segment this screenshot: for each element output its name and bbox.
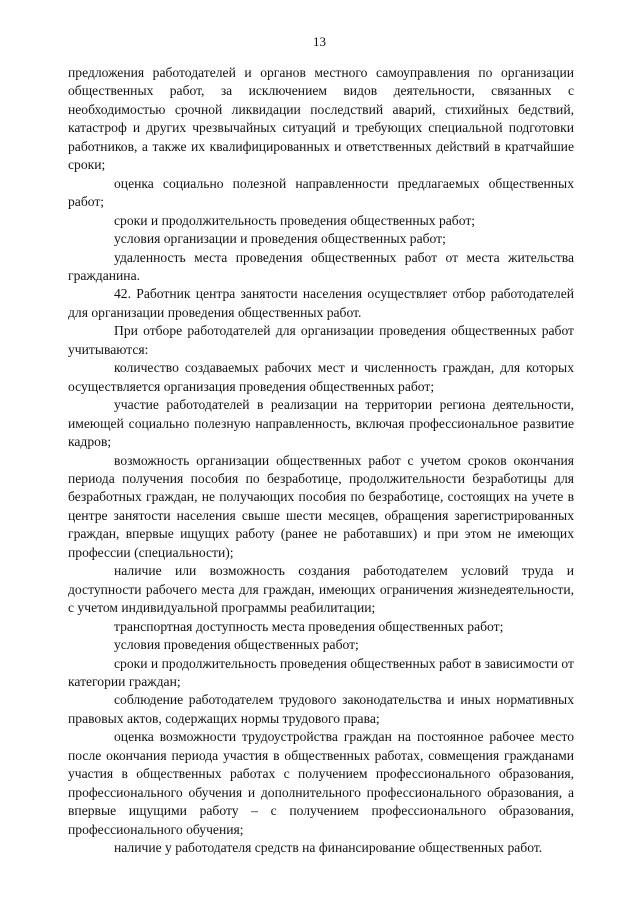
paragraph: предложения работодателей и органов местного самоуправления по организации общественных работ, за исключением видов деятельности, связанных с необходимостью срочной ликвидации последствий аварий, стихийных бедствий, катастроф и других чрезвычайных ситуаций и требующих специальной подготовки работников, а также их квалифицированных и ответственных действий в кратчайшие сроки; — [68, 65, 574, 173]
paragraph: сроки и продолжительность проведения общественных работ в зависимости от категории граждан; — [68, 655, 574, 689]
paragraph: участие работодателей в реализации на территории региона деятельности, имеющей социально полезную направленность, включая профессиональное развитие кадров; — [68, 397, 574, 450]
paragraph: условия организации и проведения общественных работ; — [114, 231, 446, 247]
paragraph: наличие или возможность создания работодателем условий труда и доступности рабочего места для граждан, имеющих ограничения жизнедеятельности, с учетом индивидуальной программы реабилитации; — [68, 563, 574, 616]
paragraph: возможность организации общественных работ с учетом сроков окончания периода получения пособия по безработице, продолжительности безработицы для безработных граждан, не получающих пособия по безработице, состоящих на учете в центре занятости населения свыше шести месяцев, обращения зарегистрированных граждан, впервые ищущих работу (ранее не работавших) и при этом не имеющих профессии (специальности); — [68, 452, 574, 560]
paragraph: удаленность места проведения общественных работ от места жительства гражданина. — [68, 249, 574, 283]
paragraph: 42. Работник центра занятости населения осуществляет отбор работодателей для организации проведения общественных работ. — [68, 286, 574, 320]
paragraph: соблюдение работодателем трудового законодательства и иных нормативных правовых актов, содержащих нормы трудового права; — [68, 692, 574, 726]
document-body — [68, 64, 574, 857]
paragraph: количество создаваемых рабочих мест и численность граждан, для которых осуществляется организация проведения общественных работ; — [68, 360, 574, 394]
paragraph: оценка возможности трудоустройства граждан на постоянное рабочее место после окончания периода участия в общественных работах, совмещения гражданами участия в общественных работах с получением профессионального образования, профессионального обучения и дополнительного профессионального образования, а впервые ищущими работу – с получением профессионального образования, профессионального обучения; — [68, 729, 574, 837]
paragraph: оценка социально полезной направленности предлагаемых общественных работ; — [68, 175, 574, 210]
paragraph: условия проведения общественных работ; — [114, 637, 359, 653]
page-number: 13 — [313, 34, 326, 49]
paragraph: сроки и продолжительность проведения общественных работ; — [114, 212, 476, 228]
paragraph: наличие у работодателя средств на финансирование общественных работ. — [114, 840, 543, 856]
paragraph: транспортная доступность места проведения общественных работ; — [114, 618, 504, 634]
paragraph: При отборе работодателей для организации проведения общественных работ учитываются: — [68, 323, 574, 357]
